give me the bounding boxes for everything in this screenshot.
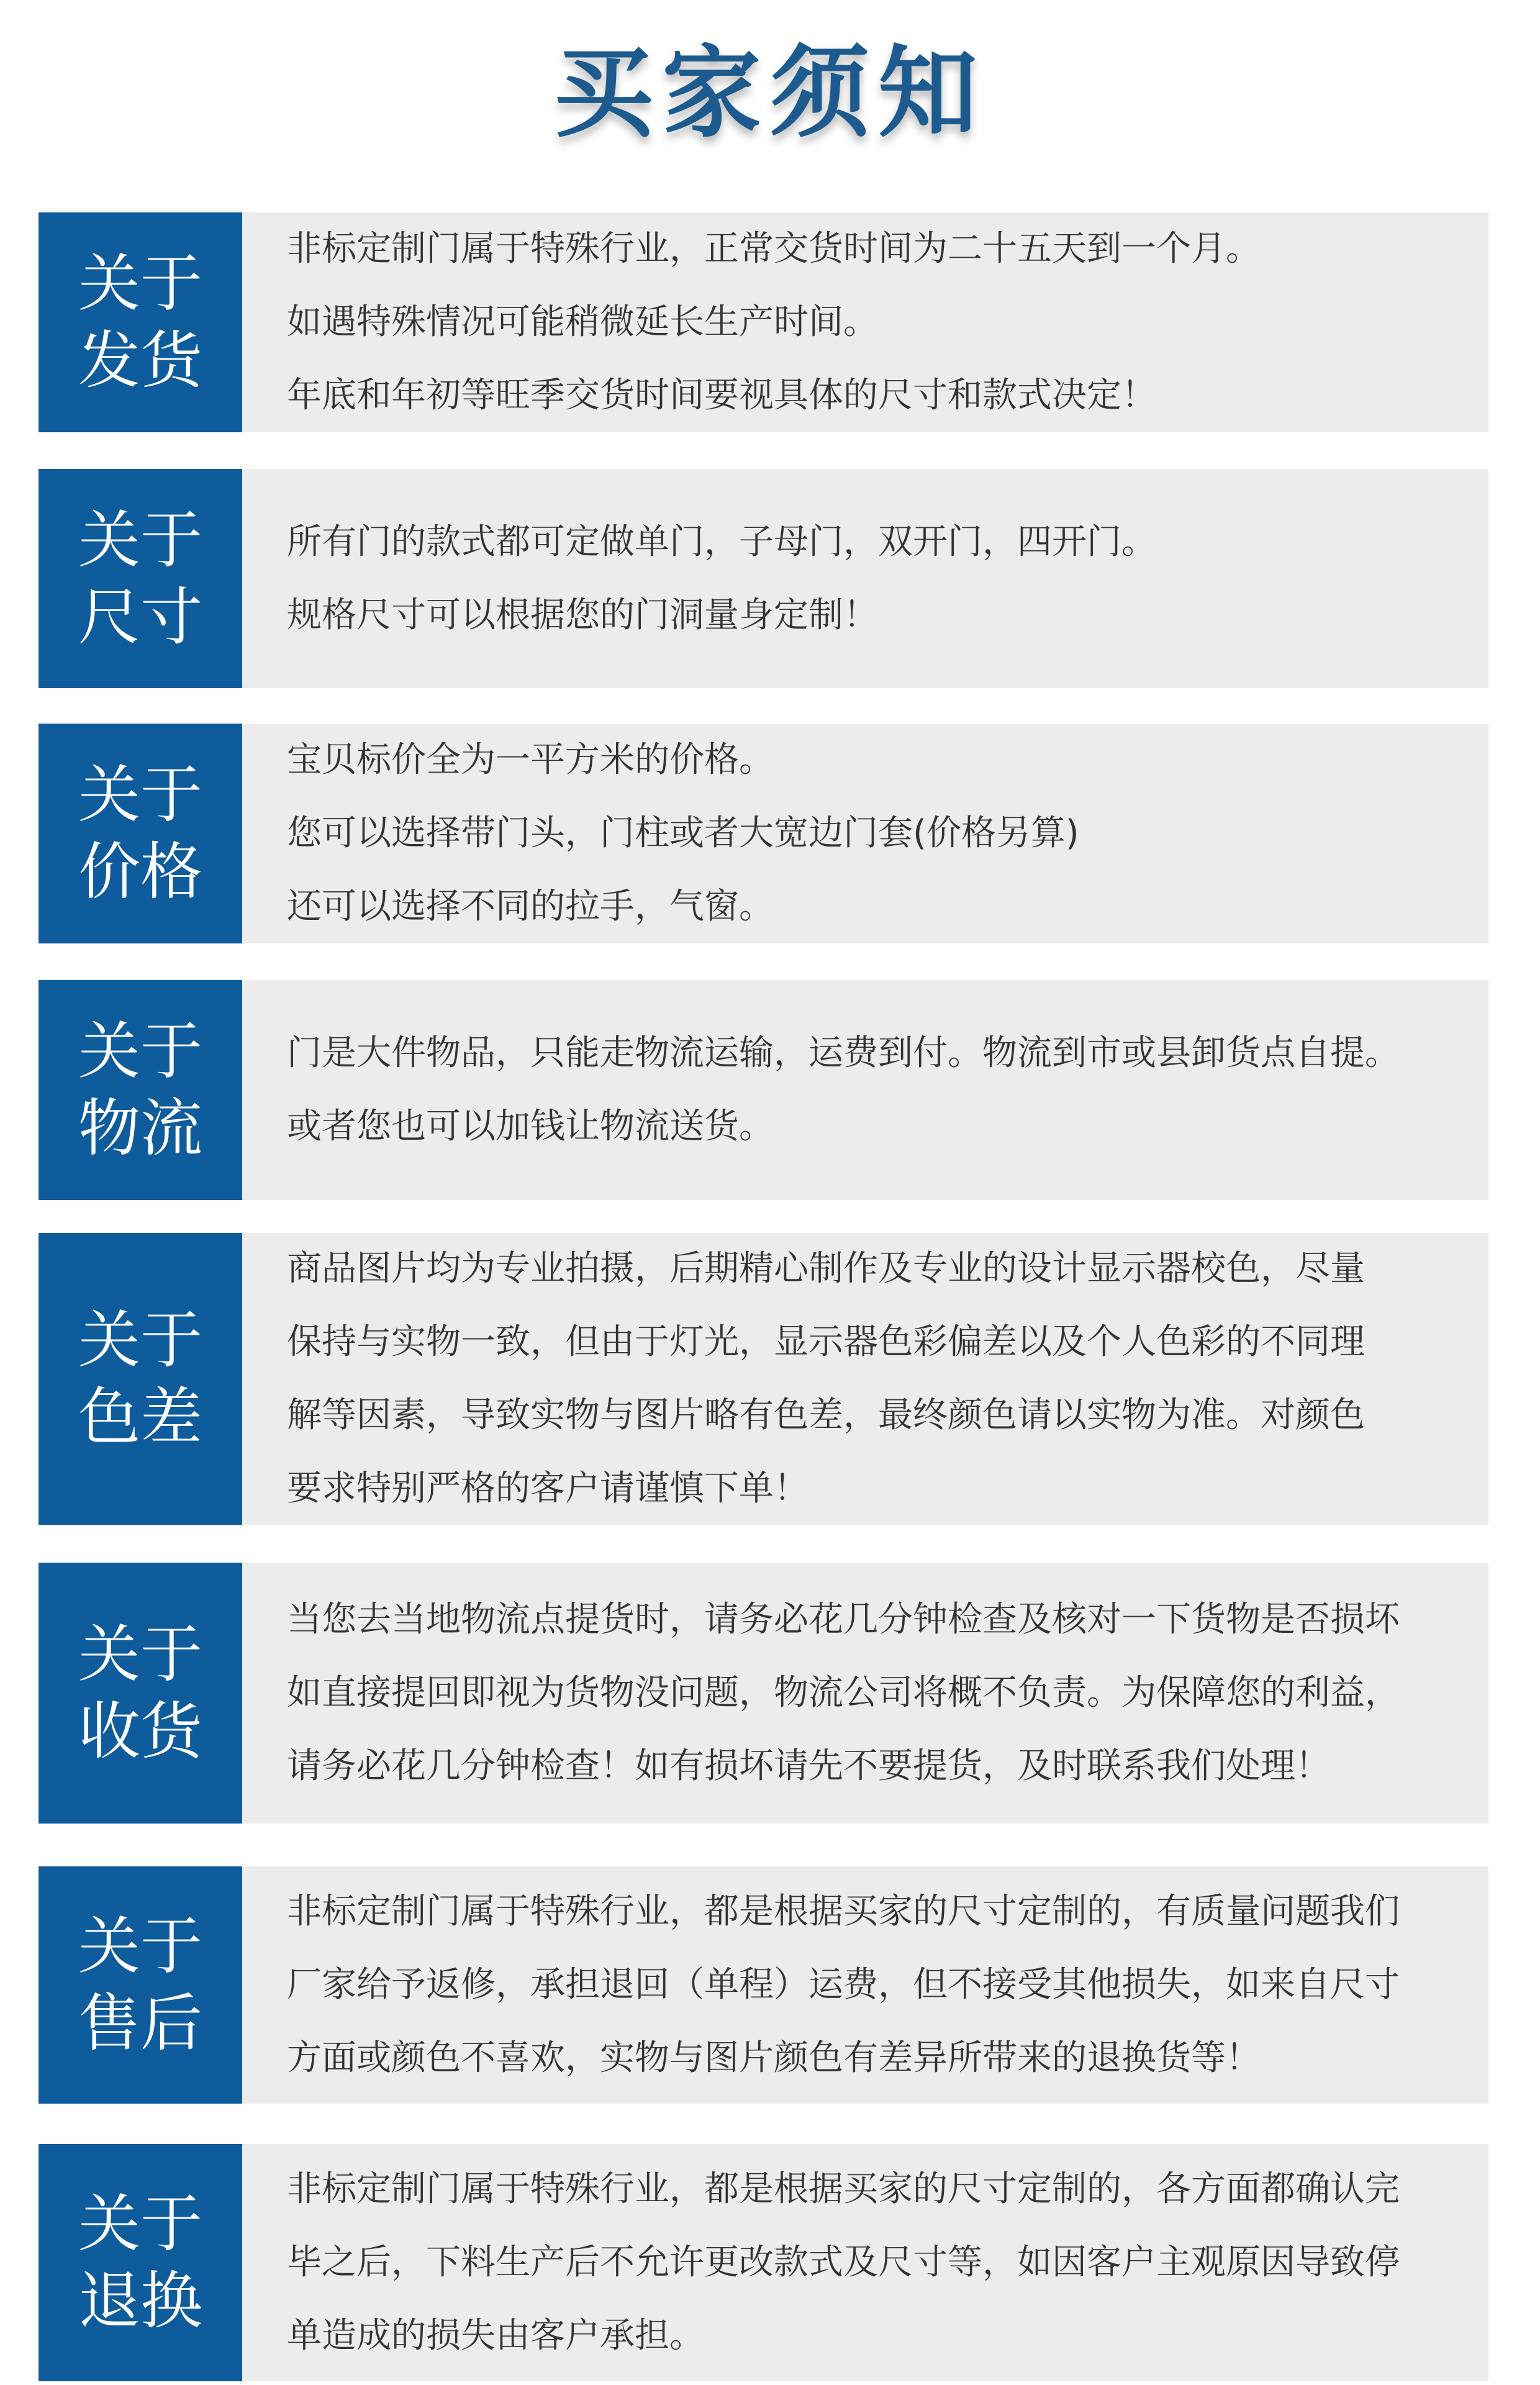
section-text-line: 规格尺寸可以根据您的门洞量身定制！ (287, 594, 878, 635)
section-body (287, 980, 1473, 1200)
section-tag-line2: 尺寸 (78, 580, 202, 653)
section-tag (38, 212, 242, 432)
section-body (287, 1563, 1473, 1824)
section-text-line: 非标定制门属于特殊行业，都是根据买家的尺寸定制的，各方面都确认完 (287, 2169, 1400, 2209)
section-text-line: 年底和年初等旺季交货时间要视具体的尺寸和款式决定！ (287, 375, 1156, 416)
section-text-line: 非标定制门属于特殊行业，正常交货时间为二十五天到一个月。 (287, 229, 1261, 269)
section-price (38, 724, 1488, 943)
section-tag-line2: 退换 (78, 2265, 202, 2337)
section-tag (38, 1866, 242, 2104)
section-text-line: 要求特别严格的客户请谨慎下单！ (287, 1468, 808, 1509)
section-body (287, 469, 1473, 688)
section-tag-line2: 价格 (78, 835, 202, 908)
section-text-line: 方面或颜色不喜欢，实物与图片颜色有差异所带来的退换货等！ (287, 2038, 1261, 2078)
section-tag-line1: 关于 (78, 1015, 202, 1088)
section-tag (38, 1563, 242, 1824)
section-shipping (38, 212, 1488, 432)
section-text-line: 还可以选择不同的拉手，气窗。 (287, 886, 774, 927)
section-tag (38, 469, 242, 688)
section-tag-line2: 物流 (78, 1092, 202, 1165)
section-text-line: 宝贝标价全为一平方米的价格。 (287, 740, 774, 780)
section-body (287, 1866, 1473, 2104)
section-tag (38, 2144, 242, 2381)
section-text-line: 保持与实物一致，但由于灯光，显示器色彩偏差以及个人色彩的不同理 (287, 1322, 1365, 1362)
section-tag-line2: 色差 (78, 1381, 202, 1453)
section-color-difference (38, 1233, 1488, 1525)
section-text-line: 所有门的款式都可定做单门，子母门，双开门，四开门。 (287, 521, 1156, 562)
section-tag-line2: 售后 (78, 1987, 202, 2060)
section-tag-line1: 关于 (78, 247, 202, 320)
section-after-sales (38, 1866, 1488, 2104)
section-text-line: 如直接提回即视为货物没问题，物流公司将概不负责。为保障您的利益， (287, 1673, 1400, 1713)
section-tag-line1: 关于 (78, 1910, 202, 1983)
section-tag-line1: 关于 (78, 2187, 202, 2260)
section-tag-line1: 关于 (78, 1618, 202, 1691)
section-body (287, 1233, 1473, 1525)
section-text-line: 或者您也可以加钱让物流送货。 (287, 1106, 774, 1147)
section-text-line: 非标定制门属于特殊行业，都是根据买家的尺寸定制的，有质量问题我们 (287, 1891, 1400, 1932)
section-tag-line1: 关于 (78, 1304, 202, 1376)
section-text-line: 您可以选择带门头，门柱或者大宽边门套(价格另算) (287, 813, 1079, 853)
section-text-line: 如遇特殊情况可能稍微延长生产时间。 (287, 302, 878, 342)
section-size (38, 469, 1488, 688)
section-receiving (38, 1563, 1488, 1824)
section-text-line: 商品图片均为专业拍摄，后期精心制作及专业的设计显示器校色，尽量 (287, 1248, 1365, 1289)
section-body (287, 724, 1473, 943)
section-text-line: 解等因素，导致实物与图片略有色差，最终颜色请以实物为准。对颜色 (287, 1395, 1365, 1435)
section-body (287, 212, 1473, 432)
section-returns (38, 2144, 1488, 2381)
section-text-line: 厂家给予返修，承担退回（单程）运费，但不接受其他损失，如来自尺寸 (287, 1965, 1400, 2005)
section-tag-line2: 发货 (78, 324, 202, 397)
section-tag-line1: 关于 (78, 758, 202, 831)
section-text-line: 门是大件物品，只能走物流运输，运费到付。物流到市或县卸货点自提。 (287, 1033, 1400, 1073)
section-text-line: 单造成的损失由客户承担。 (287, 2315, 704, 2356)
section-body (287, 2144, 1473, 2381)
section-text-line: 当您去当地物流点提货时，请务必花几分钟检查及核对一下货物是否损坏 (287, 1599, 1400, 1640)
section-tag (38, 980, 242, 1200)
section-text-line: 请务必花几分钟检查！如有损坏请先不要提货，及时联系我们处理！ (287, 1746, 1330, 1786)
section-text-line: 毕之后，下料生产后不允许更改款式及尺寸等，如因客户主观原因导致停 (287, 2242, 1400, 2283)
section-tag-line1: 关于 (78, 503, 202, 576)
section-tag (38, 724, 242, 943)
page-title: 买家须知 (553, 35, 986, 151)
section-logistics (38, 980, 1488, 1200)
section-tag-line2: 收货 (78, 1695, 202, 1768)
section-tag (38, 1233, 242, 1525)
